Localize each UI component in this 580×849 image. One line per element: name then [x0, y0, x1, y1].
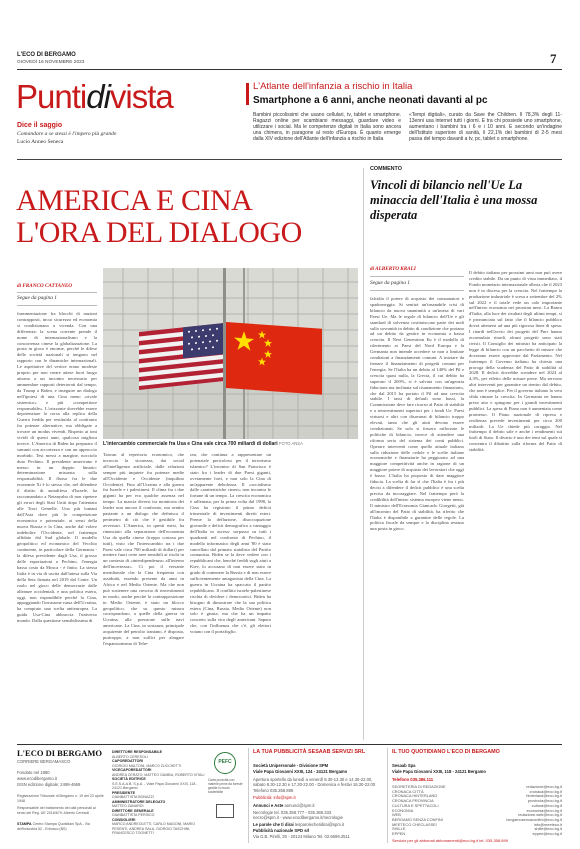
main-col3: ran, che continua a rappresentare un potenziale pericoloso per il terrorismo islamico? L'incontro di San Francisco è stato fra i leader di due Paesi giganti, ovviamente forti, e non solo la Cina di un'apparente debolezza. Il «socialismo dalle caratteristiche cinesi» non incontra le fortune di un tempo. La crescita economica è rallentata, per la prima volta dal 1998, la Cina ha registrato il primo deficit trimestrale di investimenti diretti esteri. Preme la deflazione, disoccupazione giovanile e deficit demografico a vantaggio dell'India in ascesa: sorpasso su tutti i quadranti nel confronto di Pechino, il modello informatico degli anni '80 è stato cancellato dal primato statalista del Partito comunista. Biden se la deve vedere con i repubblicani che, benché freddi sugli aiuti a Kiev, lo accusano di non essere stato in grado di contenere la Russia e di non essere sufficientemente antagonista della Cina. La guerra in Ucraina ha spaccato il partito repubblicano. Il conflitto israelo-palestinese rischia di dividere i democratici. Biden ha bisogno di dimostrare che la sua politica estera (Cina, Russia, Medio Oriente) non solo è giusta, ma che ha un impatto concreto sulla vita degli americani. Saputo che, con l'influenza che c'è, gli elettori votano con il portafoglio.	[190, 452, 271, 635]
main-headline-2: L'ORA DEL DIALOGO	[16, 216, 302, 249]
staff-role: CAPOREDATTORI	[112, 759, 144, 763]
contact-name: CRONACA CITTÀ	[392, 788, 424, 794]
contact-email[interactable]: economia@eco.bg.it	[526, 807, 562, 813]
contact-name: EPPEN	[392, 831, 406, 837]
section-title	[16, 79, 173, 115]
commento-byline: di ALBERTO KRALI	[370, 266, 416, 272]
saggio-quote: Comandare a se stessi è l'impero più grande	[17, 131, 117, 137]
main-col2: Taiwan al repertorio economico, che incrocia la sicurezza, dai social all'intelligenza artificiale, dalle relazioni sempre più inquiete fra potenze medie all'Occidente e Occidente (inquilino Occidente). Fino all'Ucraina e alla guerra fra Israele e i palestinesi. Il clima fra i due giganti ha per eco qualche assenza nel tempo. La marcia diversi tra monitoria dei leader non ancora il confronto, ma sentito pasiante a un dialogo che definisca il perimetro di ciò che è gestibile fra avversari. L'America, in questi mesi, ha rinunciato alla separazione dell'economia Usa da quella cinese (troppo costosa per tutti), visto che l'interscambio tra i due Paesi vale circa 700 miliardi di dollari) per mettere fuori certe aree sensibili ai rischi in un contesto di «interdipendenza» all'interno dell'incertezza». Ci poi il versante meridionale che la Cina frequenta con assiduità, essendo presente da anni in Africa e nel Medio Oriente. Ma che non può sostenere una crescita di rinvestimenti in modo, anche perché la contrapposizione in Medio Oriente, è stato un blocco geopolitico, che su questo misura corrispondono, a quelle della guerra in Ucraina, alla pressione sulle navi americane. La Cina, in sostanza, principale acquirente del petrolio iraniano, è disposta, purtroppo, a non suffici per alargare l'espansionismo di Tehe-	[103, 452, 184, 646]
atlas-col2: «Tempi digitali», curato da Save the Children. Il 78,3% degli 11-13enni usa internet tutti i giorni. E tra chi possiede uno smartphone, aumentano i bambini tra i 6 e i 10 anni. E secondo un'indagine dell'Istituto superiore di sanità, il 22,1% dei bambini di 2-5 mesi passa del tempo davanti a tv, pc, tablet o smartphone.	[409, 112, 562, 143]
nazionale: Pubblicità nazionale SPD srl	[253, 828, 310, 833]
staff-role: CONSIGLIERI	[112, 817, 136, 822]
staff-5	[112, 800, 205, 809]
necro-note: necro@spm.it - www.ecodibergamo.it/necrologie	[253, 815, 343, 820]
staff-0	[112, 750, 205, 759]
atlas-col1: Bambini piccolissimi che usano cellulari, tv, tablet e smartphone. Ragazzi online per scambiarsi messaggi, guardare video e utilizzare i social. Ma le competenze digitali in Italia sono ancora una chimera, in paragone al resto d'Europa. È quanto emerge dalla XIV edizione dell'Atlante dell'infanzia a rischio in Italia	[253, 112, 401, 143]
staff-role: VICECAPOREDATTORI	[112, 768, 152, 772]
staff-2	[112, 768, 205, 777]
header-date: GIOVEDÌ 16 NOVEMBRE 2023	[17, 60, 85, 65]
contact-email[interactable]: shille@eco.bg.it	[534, 826, 562, 832]
footer-issn: ISSN edizione digitale: 2499-4669	[17, 782, 81, 787]
quotidiano-company: Sesaab Spa	[392, 763, 416, 768]
saggio-author: Lucio Anneo Seneca	[17, 139, 64, 145]
brand-note: Le parole che ti dirai	[253, 822, 294, 827]
photo-caption-text: L'intercambio commerciale fra Usa e Cina vale circa 700 miliardi di dollari	[103, 441, 278, 447]
staff-6	[112, 809, 205, 818]
brand-block	[253, 822, 344, 827]
commento-continued: Segue da pagina 1	[370, 280, 410, 286]
footer-staff	[112, 750, 205, 838]
contact-email[interactable]: hinterland@eco.bg.it	[526, 793, 562, 799]
atlas-accent-bar	[246, 83, 249, 105]
staff-role: PRESIDENTE	[112, 790, 135, 795]
staff-3	[112, 777, 205, 791]
pubblicita-company: Società Unipersonale - Divisione SPM	[253, 763, 329, 768]
footer-press-note: Responsabile del trattamento dei dati personali ai sensi del Reg. UE 2016/679: Alberto Ceresoli	[17, 806, 96, 815]
photo-credit: FOTO ANSA	[279, 441, 303, 446]
quotidiano-address: Viale Papa Giovanni XXIII, 118 - 24121 Bergamo	[392, 769, 486, 774]
brand-email: lesparolechetidirai@spm.it	[294, 822, 345, 827]
certification-icon	[216, 804, 234, 818]
contact-row	[392, 832, 562, 837]
contact-name: ECONOMIA	[392, 807, 414, 813]
staff-role: DIRETTORE GENERALE	[112, 808, 154, 813]
footer-logo: L'ECO DI BERGAMO	[17, 748, 103, 758]
pefc-note: Carta prodotta con materie prime da foreste gestite in modo sostenibile	[208, 778, 243, 794]
necro-label: Annunci e Aste	[253, 803, 284, 808]
page-number: 7	[550, 51, 557, 66]
saggio-label: Dice il saggio	[17, 122, 63, 129]
nazionale-address: Via G.B. Pirelli, 30 - 20124 Milano Tel. 02.6699.2511	[253, 834, 350, 839]
section-title-a: Punti	[16, 78, 87, 115]
necro-email: annunci@spm.it	[284, 803, 315, 808]
pubblicita-hours: Apertura sportello da lunedì a venerdì 8.30-12.30 e 14.30-22.00, sabato 8.30-12.30 e 17.30-22.00 - Domenica e festivi 16.30-22.00 Telefono 035.358.888	[253, 777, 376, 793]
footer-printing-text: Centro Stampa Quotidiani SpA - Via dell'Industria 52 - Erbusco (BS)	[17, 822, 90, 831]
footer-website: www.ecodibergamo.it	[17, 776, 57, 781]
necro-phone: Necrologie tel. 035.358.777 - 035.386.333	[253, 810, 332, 815]
contact-name: MEETECO CHECLASSE!	[392, 821, 437, 827]
contact-name: SEGRETERIA DI REDAZIONE	[392, 784, 446, 789]
staff-1	[112, 759, 205, 768]
contact-email[interactable]: info@meeteco.it	[533, 821, 562, 827]
main-col1: frammentazione fra blocchi di nazioni contrapposti, incui sicurezza ed economia si condizionano a vicenda. Con una differenza: la scena corrente prende il nome di internazionalismo e la concorrenza cinese la globalizzazione. La posta in gioco è enorme, perché le difese delle società nazionali si tengono nel rapporto con le dinamiche internazionali. Le aspettative del vertice erano modeste proprio per non creare attese fuori luogo attorno a un incontro necessario per ammendare rapporti deteriorati dal tempo, da Trump a Biden, e inseguire un dialogo nell'ipotesi di una Cina meno «rivale sistemico» e più «competitore responsabile». L'orizzonte dovrebbe essere depotenziare la corsa alla replica della Guerra fredda per restituirla al confronto fra potenze alternative, ma obbligate a trovare un modus vivendi. Rispetto ai toni vividi di questi anni, qualcosa migliora invece. L'America di Biden ha preparato il summit con accortezza e con un approccio morbido. Tesi messi a margine, nocciolo duro Pechino. Il presidente americano è messo in un doppio binario: determinazione misurata sulla responsabilità. Il flusso fra le due economie Xi è lo stesso che, nel difendere il diritto di autodifesa d'Israele, ha raccomandato a Netanyahu di non ripetere gli errori degli Stati Uniti dopo l'attentato alle Torri Gemelle. Uno più lontani dall'Asia dove più lo competizione economica e potenziale, ai sensi della nuova Russia e la Cina, anche dal volere indebolire l'Occidente, nel frattempo affidato dal Sud globale. Il modello geopolitico ed economico del Vecchio continente, in particolare della Germania - la difesa previdente dagli Usa, il grosso delle esportazioni a Pechino, l'energia bassa costo da Mosca - è finito. La stessa Italia è in via di uscita dall'intesa sulla Via della Seta firmata nel 2019 dal Conte. Un ruolo nel gioco delle democrazie dalle alleanze occidentali, e una politica estera, oggi, non rispondibile perché la Cina, appoggiando l'invasione russa dell'Ucraina, ha compiuto una scelta antieuropea. La guida Usa-Cina abbraccia l'universo mondo. Dalla questione sensibilissima di	[17, 311, 97, 624]
pefc-label: PEFC	[218, 759, 232, 765]
quotidiano-title: IL TUO QUOTIDIANO L'ECO DI BERGAMO	[392, 749, 500, 755]
main-headline-1: AMERICA E CINA	[16, 184, 253, 217]
contact-name: SHILLE	[392, 826, 406, 832]
contact-email[interactable]: redazione.web@eco.bg.it	[518, 812, 562, 818]
staff-4	[112, 791, 205, 800]
commento-col1: falcidia il potere di acquisto dei consumatori e spadroneggia. Si sentirà un'insanabile crisi di bilancio da nuova unanimità a un'intesa di vari Paesi Ue. Ma le regole di bilancio dell'Ue e gli standard di solvenza costituiscono parte dei nodi sulla sovranità in debito di condizione che portano ad un debito da gestire in economia a bassa crescita. Il Next Generation Eu è il modello di riferimento ai Paesi del Nord Europa e la Germania non intende accedere se non a limitate condizioni a finanziamenti comuni. A iniziare da frenare il finanziamento di progetti comuni per l'energia. Se l'Italia ha un debito al 140% del Pil e crescita quasi nulla, la Grecia, il cui debito ha superato il 200%, si è salvata con un'agenzia fiduciaria ma inclinata sul risanamento finanziario, che dal 2015 ha portato il Pil ad una crescita stabile. I tassi di default sono bassi, la Commissione deve fare ricorso al Patto di stabilità e a reinvestimenti superiori per i fondi Ue. Paesi virtuosi e altri con disavanzi di bilancio troppo elevati, tanto che gli aiuti devono essere condizionati. Se solo si fossero rafforzate le politiche di bilancio, invece di attendere una riforma seria del sistema dei conti pubblici. Operare interventi come quello attuale italiano sulla riduzione delle cedole e le scelte italiane economiche e finanziarie ha peggiorato ad una maggiore competitività anche in ragione di un maggiore potere di acquisto dei lavoratori che oggi è basso. L'Italia ha proposto di dare maggiore fiducia. La scelta di far sì che l'Italia è fra i più decisi a difendere il deficit pubblico è una scelta precisa da incoraggiare. Nel frattempo però la credibilità dell'intero sistema europeo viene meno. Il ministro dell'Economia Giancarlo Giorgetti, già all'incontro del Patto di stabilità, ha riferito che l'Italia è disponibile a garantire delle regole. La politica fiscale da sempre e la disciplina restano una posta in gioco.	[370, 296, 464, 532]
staff-name: GIANBATTISTA PERSICO	[112, 813, 155, 817]
flags-image	[103, 268, 358, 439]
footer-logo-sub: CORRIERE BERGAMASCO	[17, 759, 71, 764]
main-continued: Segue da pagina 1	[17, 295, 57, 301]
contact-name: BERGAMO SENZA CONFINI	[392, 816, 443, 822]
staff-name: ANDREA CERATO, MATTEO GAMBA, ROBERTO VITALI	[112, 772, 205, 777]
pubblicita-address: Viale Papa Giovanni XXIII, 124 - 24121 Bergamo	[253, 769, 348, 774]
contact-name: CRONACA HINTERLAND	[392, 793, 438, 799]
staff-7	[112, 818, 205, 836]
pubblicita-title: LA TUA PUBBLICITÀ SESAAB SERVIZI SRL	[253, 749, 366, 755]
atlas-kicker: L'Atlante dell'infanzia a rischio in Italia	[253, 81, 413, 92]
main-photo	[103, 268, 358, 439]
staff-name: GIANBATTISTA BONAZZI	[112, 795, 154, 799]
quotidiano-phone: Telefono 035.386.111	[392, 777, 434, 782]
contact-email[interactable]: cronaca@eco.bg.it	[529, 788, 562, 794]
contact-email[interactable]: redazione@eco.bg.it	[526, 784, 562, 789]
section-title-b: di	[86, 78, 110, 115]
footer-founded: Fondato nel 1880	[17, 770, 50, 775]
section-title-c: vista	[109, 78, 173, 115]
staff-role: DIRETTORE RESPONSABILE	[112, 750, 163, 754]
commento-col2: Il debito italiano per prossimi anni non può avere credito stabile. Da un punto di vista immediato, il Fondo monetario internazionale allerta che il 2023 non è in discesa per la crescita. Nel frattempo la produzione industriale è scesa a settembre del 2% sul 2022 e il totale vede un calo importante nell'intero economia nei prossimi mesi. La Banca d'Italia, alla luce dei risultati degli ultimi tempi, si è pronunciata sul fatto che il bilancio pubblico dovrà attenersi ad una più rigorosa linea di spesa. I ritardi nell'avvio dei progetti del Pnrr hanno accumulato ritardi, alcuni progetti sono stati rivisti. Il Consiglio dei ministri ha anticipato la legge di bilancio con un pacchetto di misure che dovranno essere approvate dal Parlamento. Nel frattempo il Governo italiano ha chiesto una proroga della scadenza del Patto di stabilità al 2028. Il deficit dovrebbe scendere nel 2024 al 4,3%, per effetto delle misure prese. Ma servono altri interventi per garantire un rientro dal debito, che non è semplice. Per il governo italiano la vera sfida rimane la crescita. In Germania ne hanno preso atto e spingono per i grandi investimenti pubblici. La spesa di Piano non è aumentata come promesso. Il Piano nazionale di ripresa e resilienza prevede investimenti per circa 200 miliardi. La Ue chiede più coraggio. Nel frattempo il debito sale e anche i rendimenti sui titoli di Stato. Il divario è uno dei temi sul quale si concentra il dibattito sulla riforma del Patto di stabilità.	[469, 270, 562, 453]
pubblicita-email: Pubblicità: info@spm.it	[253, 795, 296, 800]
commento-label: COMMENTO	[370, 166, 402, 172]
photo-caption	[103, 441, 358, 447]
staff-role: SOCIETÀ EDITRICE	[112, 777, 146, 781]
necro-block	[253, 803, 315, 808]
footer-printing-label: STAMPA	[17, 822, 32, 826]
contact-email[interactable]: provincia@eco.bg.it	[527, 798, 562, 804]
contact-email[interactable]: cultura@eco.bg.it	[531, 802, 562, 808]
contact-name: CULTURA E SPETTACOLI	[392, 802, 439, 808]
staff-name: MARCO ANDREOLETTI, CARLO MAGONI, MARIO PESENTI, ANDREA SALA, GIORGIO TASCHINI, FRANCESCO TOGNETTI	[112, 822, 196, 835]
staff-role: AMMINISTRATORE DELEGATO	[112, 799, 166, 804]
contact-email[interactable]: eppen@eco.bg.it	[532, 831, 562, 837]
contacts-list	[392, 785, 562, 837]
header-paper-name: L'ECO DI BERGAMO	[17, 52, 76, 58]
footer-printing	[17, 822, 105, 832]
staff-name: MATTEO ZANARDI	[112, 804, 144, 808]
staff-name: GIORGIO MALTONI, MARCO ZUCCHETTI	[112, 763, 182, 768]
footer-registration: Registrazione Tribunale di Bergamo n. 19 del 23 aprile 1948	[17, 794, 104, 803]
atlas-headline: Smartphone a 6 anni, anche neonati davanti al pc	[253, 95, 488, 106]
staff-name: S.E.S.A.A.B. S.p.A. - Viale Papa Giovanni XXIII, 118 - 24121 Bergamo	[112, 781, 198, 790]
contact-name: WEB	[392, 812, 401, 818]
subscriptions: Servizio per gli abbonati abbonamenti@eco.bg.it tel. 035.358.899	[392, 838, 508, 843]
commento-headline: Vincoli di bilancio nell'Ue La minaccia dell'Italia è una mossa disperata	[370, 178, 538, 222]
contact-name: CRONACA PROVINCIA	[392, 798, 434, 804]
contact-email[interactable]: bergamosenzaconfini@eco.bg.it	[506, 816, 562, 822]
pefc-logo-icon	[214, 752, 236, 774]
staff-name: ALBERTO CERESOLI	[112, 754, 148, 759]
main-byline: di FRANCO CATTANEO	[17, 283, 73, 289]
